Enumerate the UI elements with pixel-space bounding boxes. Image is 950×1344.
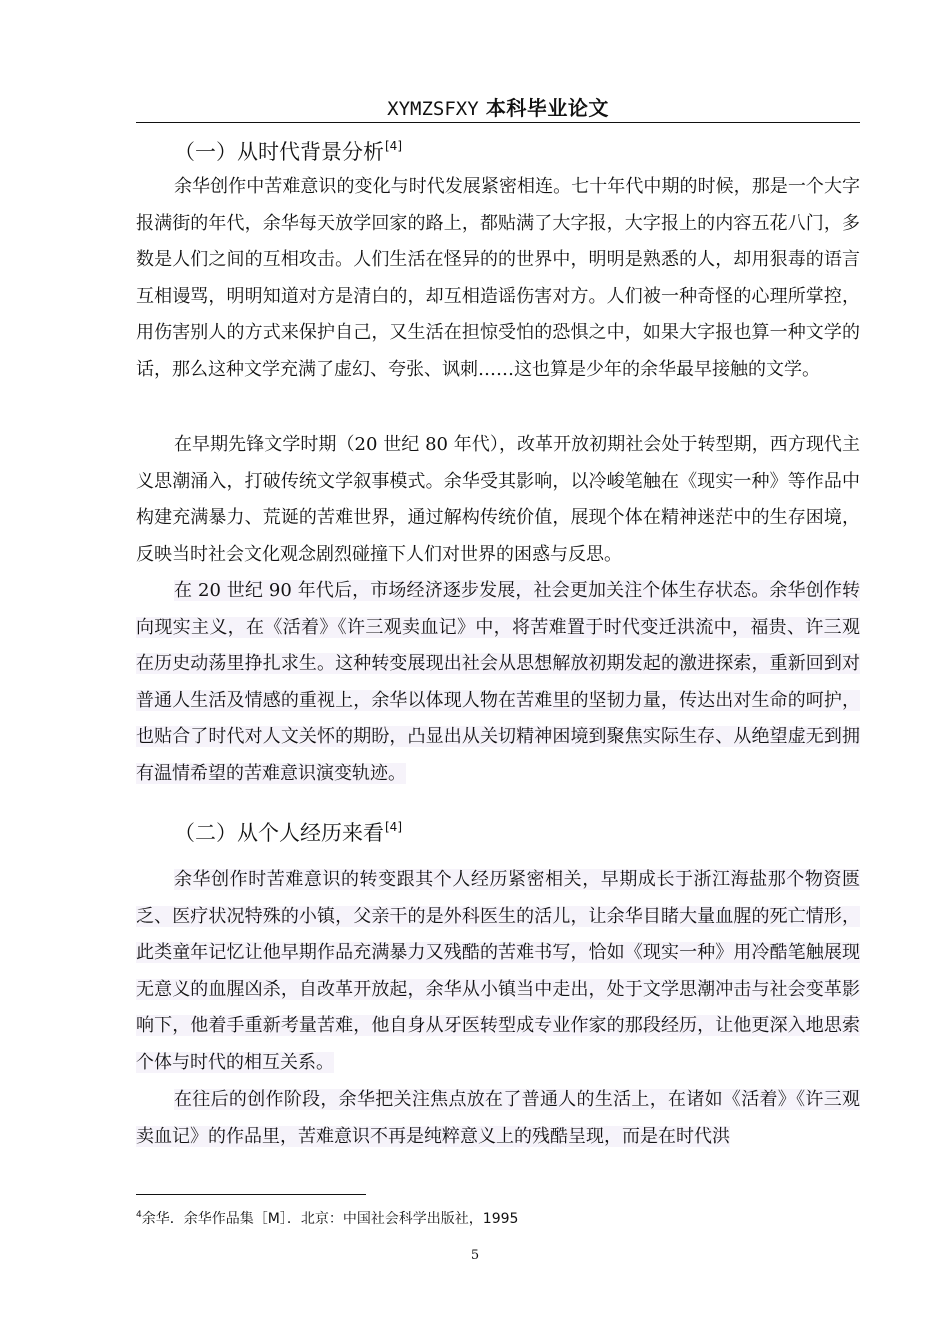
section-heading-text: （二）从个人经历来看 [174, 821, 384, 845]
paragraph-text: 在往后的创作阶段，余华把关注焦点放在了普通人的生活上，在诸如《活着》《许三观卖血记》的作品里，苦难意识不再是纯粹意义上的残酷呈现，而是在时代洪 [136, 1089, 860, 1147]
paragraph-text: 余华创作时苦难意识的转变跟其个人经历紧密相关，早期成长于浙江海盐那个物资匮乏、医疗状况特殊的小镇，父亲干的是外科医生的活儿，让余华目睹大量血腥的死亡情形，此类童年记忆让他早期作品充满暴力又残酷的苦难书写，恰如《现实一种》用冷酷笔触展现无意义的血腥凶杀，自改革开放起，余华从小镇当中走出，处于文学思潮冲击与社会变革影响下，他着手重新考量苦难，他自身从牙医转型成专业作家的那段经历，让他更深入地思索个体与时代的相互关系。 [136, 869, 860, 1073]
citation-ref: [4] [385, 139, 402, 153]
citation-ref: [4] [385, 820, 402, 834]
paragraph [136, 573, 860, 793]
header-title: 本科毕业论文 [485, 96, 609, 120]
paragraph [136, 1082, 860, 1155]
footnote [136, 1208, 518, 1228]
header-school-code: XYMZSFXY [387, 98, 479, 120]
section-heading-text: （一）从时代背景分析 [174, 140, 384, 164]
paragraph [136, 862, 860, 1082]
page-number: 5 [470, 1248, 480, 1263]
footnote-text: 余华．余华作品集［M］．北京：中国社会科学出版社，1995 [141, 1211, 519, 1227]
paragraph: 余华创作中苦难意识的变化与时代发展紧密相连。七十年代中期的时候，那是一个大字报满街的年代，余华每天放学回家的路上，都贴满了大字报，大字报上的内容五花八门，多数是人们之间的互相攻击。人们生活在怪异的的世界中，明明是熟悉的人，却用狠毒的语言互相谩骂，明明知道对方是清白的，却互相造谣伤害对方。人们被一种奇怪的心理所掌控，用伤害别人的方式来保护自己，又生活在担惊受怕的恐惧之中，如果大字报也算一种文学的话，那么这种文学充满了虚幻、夸张、讽刺……这也算是少年的余华最早接触的文学。 [136, 176, 860, 380]
page-header [136, 92, 860, 121]
header-rule [136, 122, 860, 123]
section-heading-1 [174, 136, 402, 166]
paragraph: 在早期先锋文学时期（20 世纪 80 年代），改革开放初期社会处于转型期，西方现代主义思潮涌入，打破传统文学叙事模式。余华受其影响，以冷峻笔触在《现实一种》等作品中构建充满暴力、荒诞的苦难世界，通过解构传统价值，展现个体在精神迷茫中的生存困境，反映当时社会文化观念剧烈碰撞下人们对世界的困惑与反思。 [136, 434, 860, 565]
footnote-mark: 4 [136, 1210, 142, 1220]
footnote-rule [136, 1194, 366, 1195]
paragraph-text: 在 20 世纪 90 年代后，市场经济逐步发展，社会更加关注个体生存状态。余华创作转向现实主义，在《活着》《许三观卖血记》中，将苦难置于时代变迁洪流中，福贵、许三观在历史动荡里挣扎求生。这种转变展现出社会从思想解放初期发起的激进探索，重新回到对普通人生活及情感的重视上，余华以体现人物在苦难里的坚韧力量，传达出对生命的呵护，也贴合了时代对人文关怀的期盼，凸显出从关切精神困境到聚焦实际生存、从绝望虚无到拥有温情希望的苦难意识演变轨迹。 [136, 580, 860, 784]
section-heading-2 [174, 817, 402, 847]
